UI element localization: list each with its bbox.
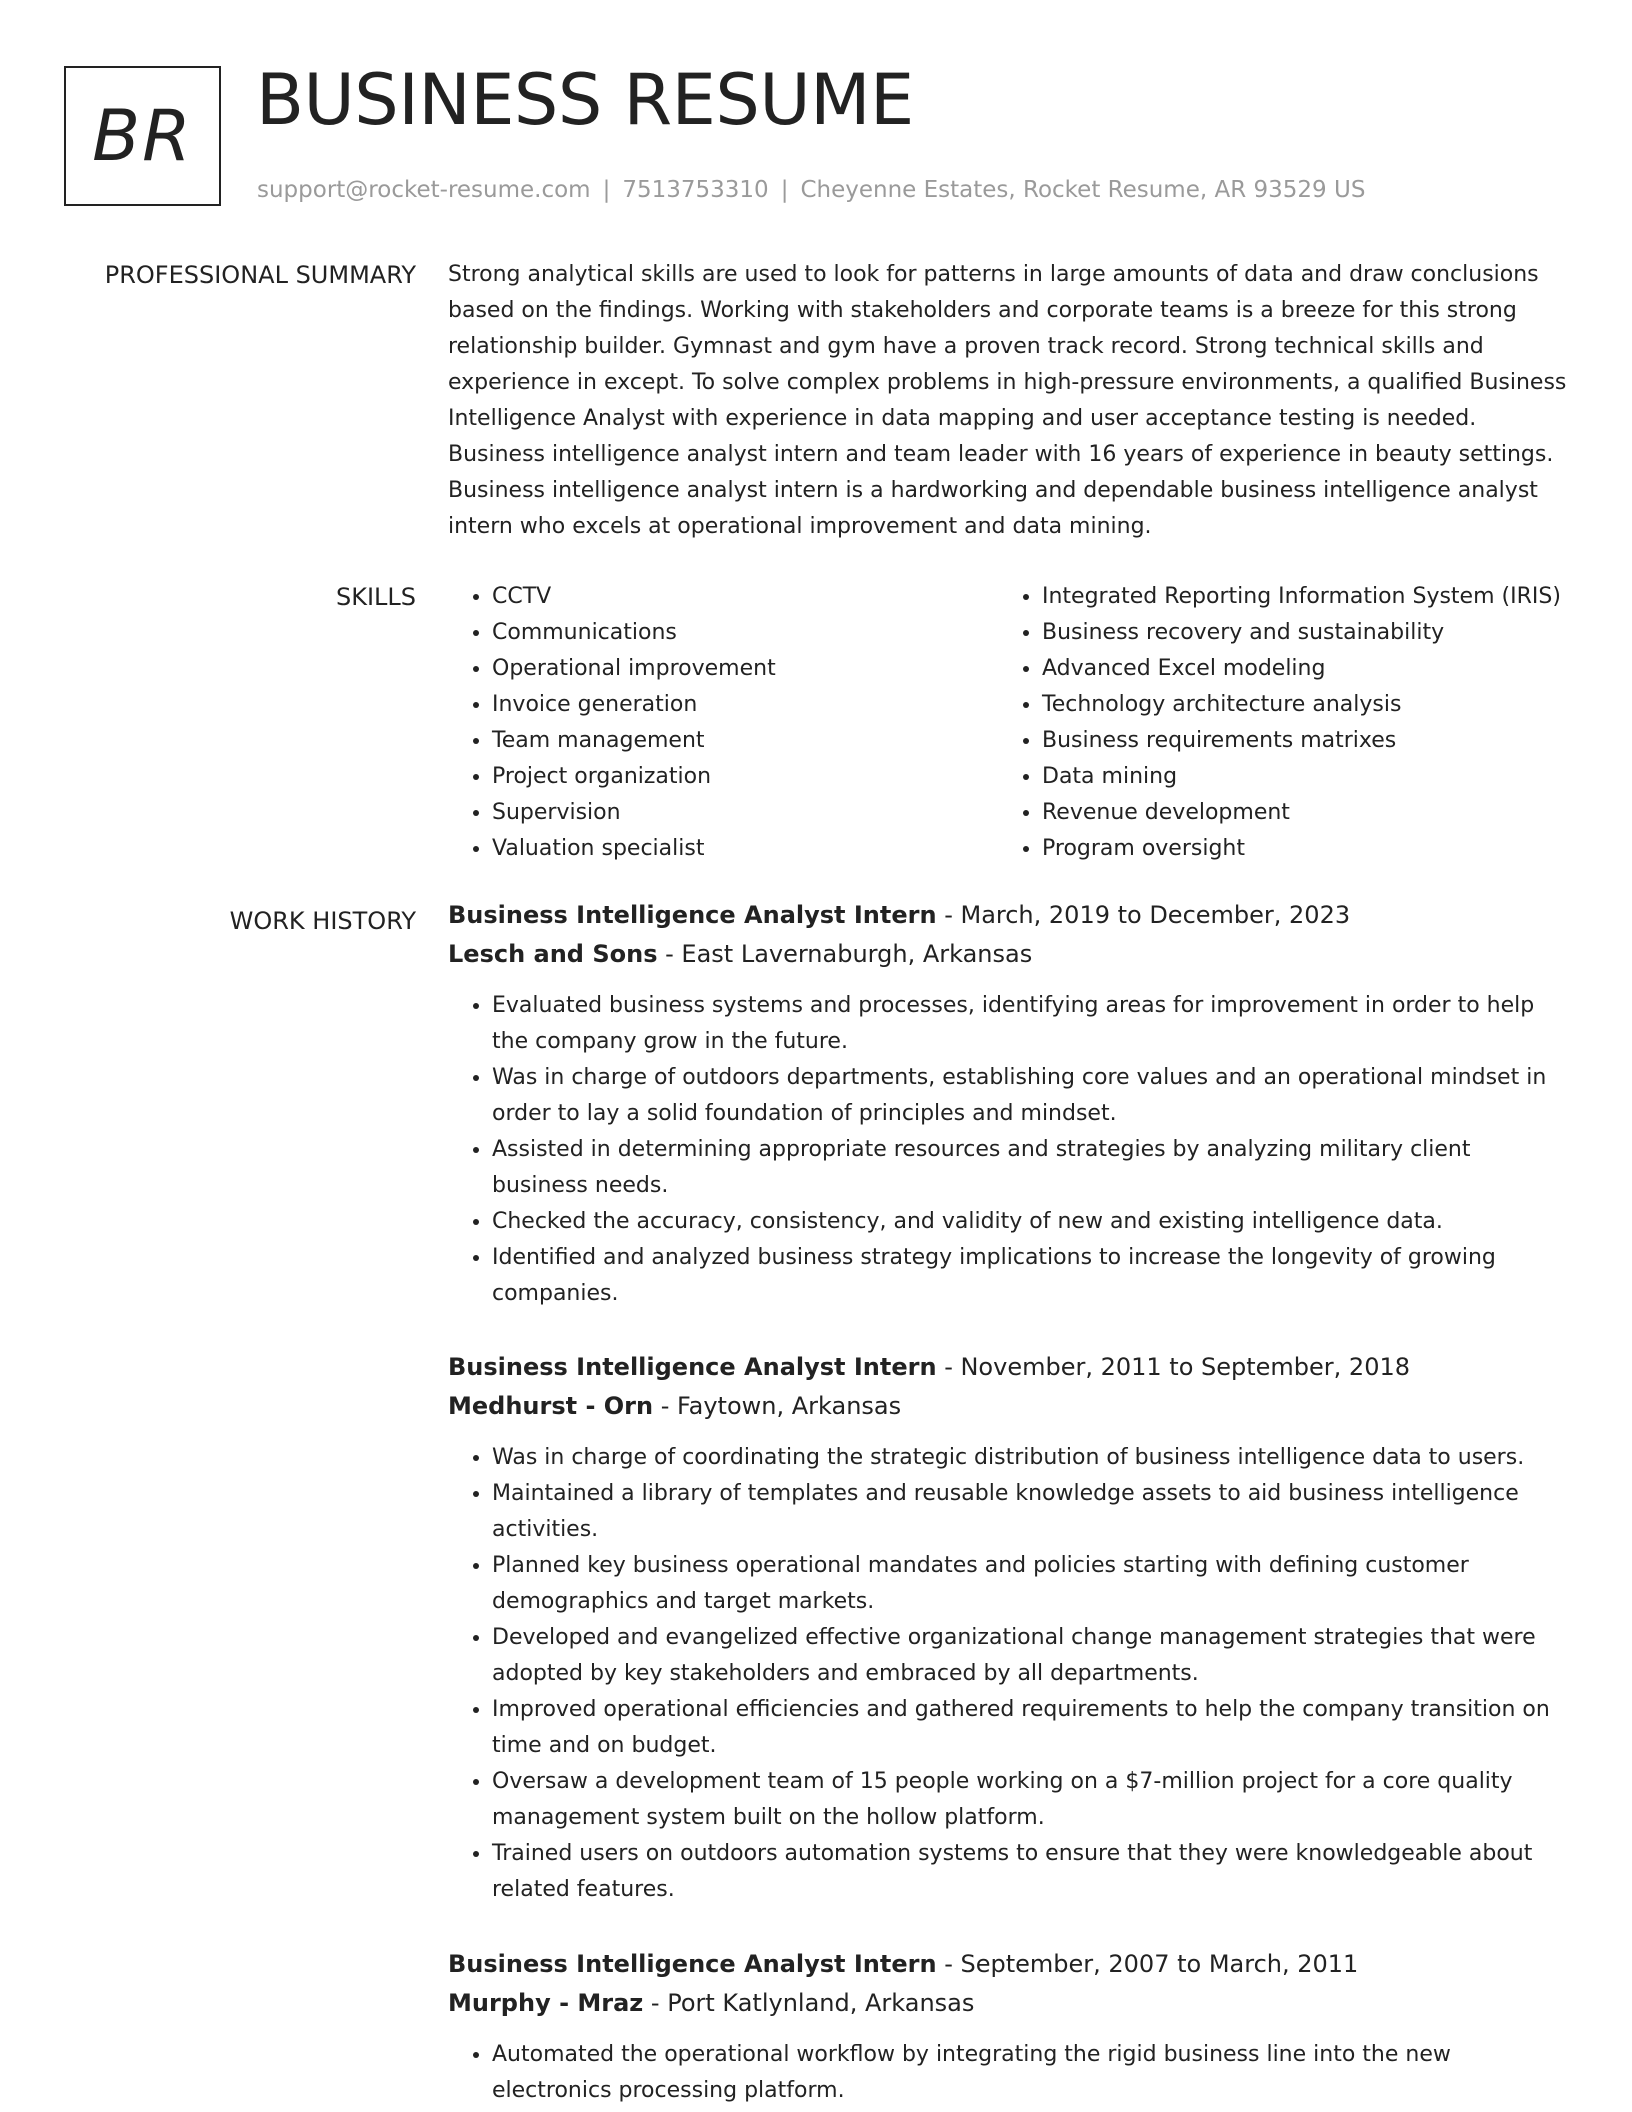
job-title: Business Intelligence Analyst Intern — [448, 901, 937, 929]
job-company-line — [448, 1984, 1568, 2023]
skill-item: • Revenue development — [1042, 795, 1568, 831]
job-company: Medhurst - Orn — [448, 1392, 654, 1420]
skill-item: • Business requirements matrixes — [1042, 723, 1568, 759]
skill-item: • Operational improvement — [492, 651, 998, 687]
skills-list-left — [448, 579, 998, 867]
job-location: - Port Katlynland, Arkansas — [643, 1989, 975, 2017]
job-bullet: • Developed and evangelized effective organizational change management strategies that were adopted by key stakeholders and embraced by all departments. — [492, 1620, 1568, 1692]
job-bullet: • Identified and analyzed business strategy implications to increase the longevity of growing companies. — [492, 1240, 1568, 1312]
skill-item: • Communications — [492, 615, 998, 651]
contact-line — [257, 174, 1365, 206]
skill-item: • Program oversight — [1042, 831, 1568, 867]
job-company: Lesch and Sons — [448, 940, 658, 968]
skills-columns — [448, 579, 1568, 867]
job-title-line — [448, 896, 1568, 935]
job-title: Business Intelligence Analyst Intern — [448, 1353, 937, 1381]
job-bullet: • Planned key business operational mandates and policies starting with defining customer demographics and target markets. — [492, 1548, 1568, 1620]
job-bullet: • Automated the operational workflow by integrating the rigid business line into the new electronics processing platform. — [492, 2037, 1568, 2109]
contact-address: Cheyenne Estates, Rocket Resume, AR 93529 US — [800, 177, 1366, 203]
job-location: - East Lavernaburgh, Arkansas — [657, 940, 1033, 968]
job-bullet: • Was in charge of outdoors departments, establishing core values and an operational mindset in order to lay a solid foundation of principles and mindset. — [492, 1060, 1568, 1132]
job-bullets — [448, 1440, 1568, 1908]
skills-list-right — [998, 579, 1568, 867]
skill-item: • Integrated Reporting Information System (IRIS) — [1042, 579, 1568, 615]
skill-item: • Business recovery and sustainability — [1042, 615, 1568, 651]
job-bullet: • Assisted in determining appropriate resources and strategies by analyzing military client business needs. — [492, 1132, 1568, 1204]
job-dates: - March, 2019 to December, 2023 — [936, 901, 1351, 929]
job-dates: - September, 2007 to March, 2011 — [936, 1950, 1359, 1978]
job-bullets — [448, 2037, 1568, 2109]
skills-heading: SKILLS — [335, 583, 416, 611]
job-title-line — [448, 1348, 1568, 1387]
summary-heading: PROFESSIONAL SUMMARY — [104, 261, 416, 289]
skill-item: • Project organization — [492, 759, 998, 795]
job-entry — [448, 896, 1568, 1312]
job-company-line — [448, 1387, 1568, 1426]
resume-title: BUSINESS RESUME — [256, 59, 914, 141]
job-bullet: • Maintained a library of templates and reusable knowledge assets to aid business intelligence activities. — [492, 1476, 1568, 1548]
monogram-initials: BR — [92, 95, 193, 177]
job-company: Murphy - Mraz — [448, 1989, 644, 2017]
contact-phone: 7513753310 — [622, 177, 769, 203]
skill-item: • Team management — [492, 723, 998, 759]
job-dates: - November, 2011 to September, 2018 — [936, 1353, 1411, 1381]
monogram-box — [64, 66, 221, 206]
skill-item: • Technology architecture analysis — [1042, 687, 1568, 723]
summary-body — [448, 257, 1568, 545]
work-history-heading: WORK HISTORY — [229, 907, 416, 935]
job-bullet: • Improved operational efficiencies and gathered requirements to help the company transition on time and on budget. — [492, 1692, 1568, 1764]
job-entry — [448, 1348, 1568, 1908]
skill-item: • Invoice generation — [492, 687, 998, 723]
contact-separator: | — [780, 177, 789, 203]
skill-item: • Advanced Excel modeling — [1042, 651, 1568, 687]
contact-email: support@rocket-resume.com — [257, 177, 591, 203]
skill-item: • CCTV — [492, 579, 998, 615]
skill-item: • Data mining — [1042, 759, 1568, 795]
job-bullet: • Evaluated business systems and processes, identifying areas for improvement in order to help the company grow in the future. — [492, 988, 1568, 1060]
skill-item: • Valuation specialist — [492, 831, 998, 867]
contact-separator: | — [602, 177, 611, 203]
job-title-line — [448, 1945, 1568, 1984]
job-bullet: • Checked the accuracy, consistency, and validity of new and existing intelligence data. — [492, 1204, 1568, 1240]
job-company-line — [448, 935, 1568, 974]
job-bullet: • Trained users on outdoors automation systems to ensure that they were knowledgeable about related features. — [492, 1836, 1568, 1908]
skills-body — [448, 579, 1568, 867]
job-entry — [448, 1945, 1568, 2109]
skill-item: • Supervision — [492, 795, 998, 831]
job-title: Business Intelligence Analyst Intern — [448, 1950, 937, 1978]
job-bullet: • Oversaw a development team of 15 people working on a $7-million project for a core quality management system built on the hollow platform. — [492, 1764, 1568, 1836]
job-bullets — [448, 988, 1568, 1312]
summary-text: Strong analytical skills are used to look for patterns in large amounts of data and draw conclusions based on the findings. Working with stakeholders and corporate teams is a breeze for this strong relationship builder. Gymnast and gym have a proven track record. Strong technical skills and experience in except. To solve complex problems in high-pressure environments, a qualified Business Intelligence Analyst with experience in data mapping and user acceptance testing is needed. Business intelligence analyst intern and team leader with 16 years of experience in beauty settings. Business intelligence analyst intern is a hardworking and dependable business intelligence analyst intern who excels at operational improvement and data mining. — [448, 262, 1567, 539]
job-location: - Faytown, Arkansas — [653, 1392, 902, 1420]
job-bullet: • Was in charge of coordinating the strategic distribution of business intelligence data to users. — [492, 1440, 1568, 1476]
